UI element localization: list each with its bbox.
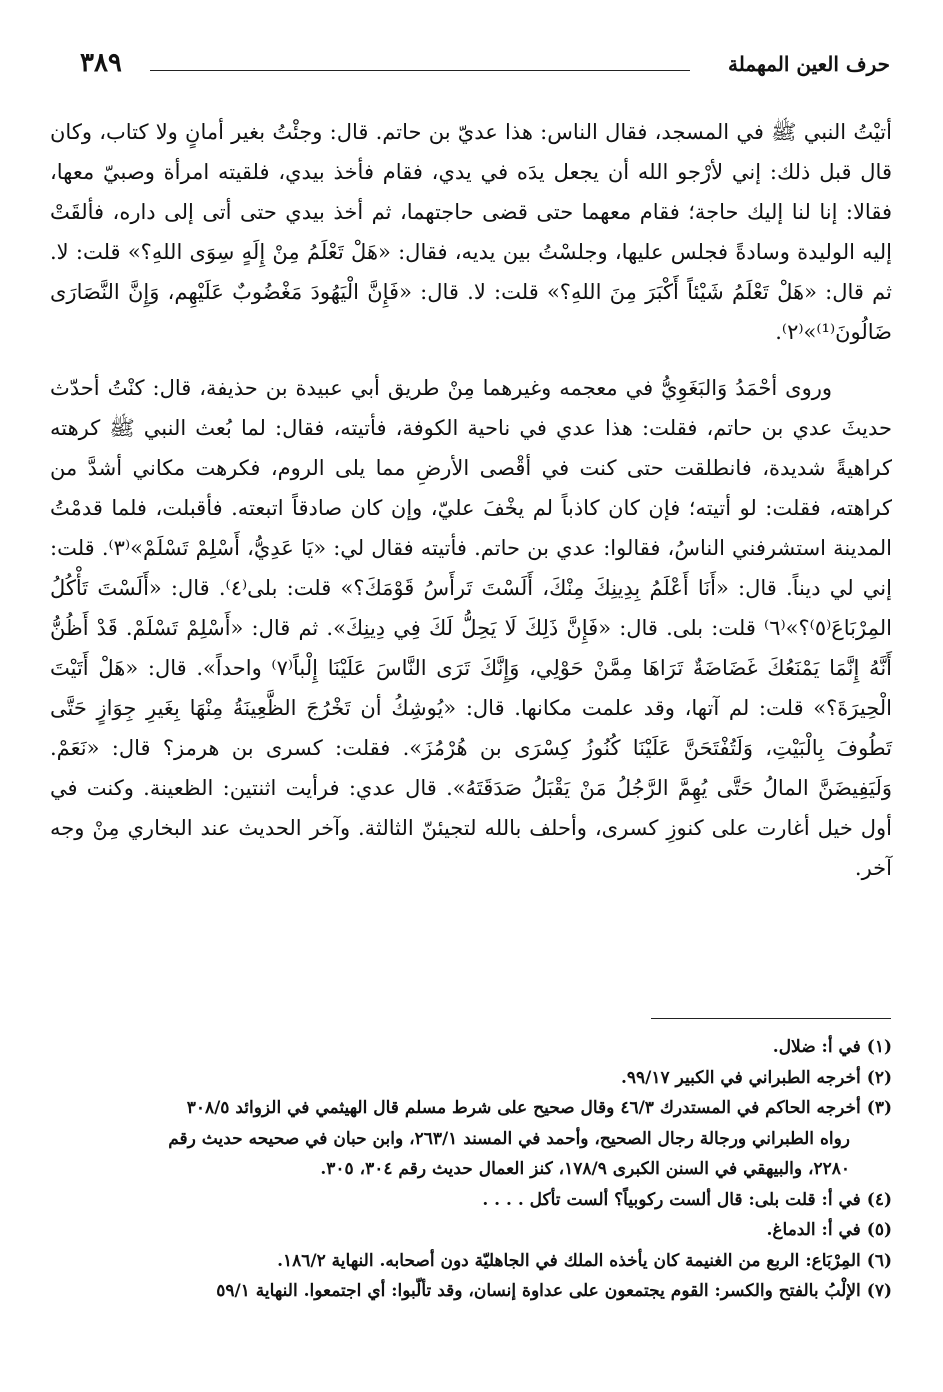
page-number: ٣٨٩ <box>80 48 122 78</box>
footnote-number: (٥) <box>866 1220 892 1240</box>
footnote-6 <box>50 1246 892 1277</box>
footnote-number: (٧) <box>866 1281 892 1301</box>
footnote-3 <box>50 1093 892 1124</box>
footnote-text: في أ: ضلال. <box>772 1037 861 1057</box>
footnote-4 <box>50 1185 892 1216</box>
page-header <box>80 46 890 86</box>
footnote-text: في أ: قلت بلى: قال ألست ركوبياً؟ ألست تأكل . . . . <box>482 1189 861 1210</box>
footnote-number: (١) <box>866 1037 892 1057</box>
footnote-7 <box>50 1276 892 1307</box>
footnotes <box>50 1032 892 1307</box>
footnote-2 <box>50 1063 892 1094</box>
footnote-5 <box>50 1215 892 1246</box>
header-rule <box>150 70 690 71</box>
main-text <box>50 112 892 904</box>
footnote-1 <box>50 1032 892 1063</box>
paragraph-1: أتيْتُ النبي ﷺ في المسجد، فقال الناس: هذا عديّ بن حاتم. قال: وجئْتُ بغير أمانٍ ولا كتاب، وكان قال قبل ذلك: إني لأرْجو الله أن يجعل يدَه في يدي، فقام فأخذ بيدي، فلقيته امرأة وصبيّ معها، فقالا: إنا لنا إليك حاجة؛ فقام معهما حتى قضى حاجتهما، ثم أخذ بيدي حتى أتى إلى داره، فألقَتْ إليه الوليدة وسادةً فجلس عليها، وجلسْتُ بين يديه، فقال: «هَلْ تَعْلَمُ مِنْ إِلَهٍ سِوَى اللهِ؟» قلت: لا. ثم قال: «هَلْ تَعْلَمُ شَيْئاً أَكْبَرَ مِنَ اللهِ؟» قلت: لا. قال: «فَإِنَّ الْيَهُودَ مَغْضُوبٌ عَلَيْهِم، وَإِنَّ النَّصَارَى ضَالُونَ⁽¹⁾»⁽٢⁾. <box>50 120 892 344</box>
footnote-text: أخرجه الحاكم في المستدرك ٤٦/٣ وقال صحيح على شرط مسلم قال الهيثمي في الزوائد ٣٠٨/٥ <box>186 1098 861 1118</box>
footnote-3-continuation: رواه الطبراني ورجالة رجال الصحيح، وأحمد في المسند ٢٦٣/١، وابن حبان في صحيحه حديث رقم <box>168 1128 850 1149</box>
footnote-number: (٣) <box>866 1098 892 1118</box>
footnote-text: في أ: الدماغ. <box>766 1220 861 1240</box>
footnote-number: (٢) <box>866 1067 892 1088</box>
paragraph-2: وروى أحْمَدُ وَالبَغَوِيُّ في معجمه وغيرهما مِنْ طريق أبي عبيدة بن حذيفة، قال: كنْتُ أحدّث حديثَ عدي بن حاتم، فقلت: هذا عدي في ناحية الكوفة، فأتيته، فقال: لما بُعث النبي ﷺ كرهته كراهيةً شديدة، فانطلقت حتى كنت في أقْصى الأرضِ مما يلى الروم، فكرهت مكاني أشدَّ من كراهته، فقلت: لو أتيته؛ فإن كان كاذباً لم يخْفَ عليّ، وإن كان صادقاً اتبعته. فأقبلت، فلما قدمْتُ المدينة استشرفني الناسُ، فقالوا: عدي بن حاتم. فأتيته فقال لي: «يَا عَدِيُّ، أَسْلِمْ تَسْلَمْ»⁽٣⁾. قلت: إني لي ديناً. قال: «أَنَا أَعْلَمُ بِدِينِكَ مِنْكَ، أَلَسْتَ تَرأَسُ قَوْمَكَ؟» قلت: بلى⁽٤⁾. قال: «أَلَسْتَ تَأْكُلُ المِرْبَاعَ⁽٥⁾؟»⁽٦⁾ قلت: بلى. قال: «فَإِنَّ ذَلِكَ لَا يَحِلُّ لَكَ فِي دِينِكَ». ثم قال: «أَسْلِمْ تَسْلَمْ. قَدْ أَظُنُّ أَنَّهُ إِنَّمَا يَمْنَعُكَ غَضَاضَةٌ تَرَاهَا مِمَّنْ حَوْلِي، وَإِنَّكَ تَرَى النَّاسَ عَلَيْنَا إِلْباً⁽٧⁾ واحداً». قال: «هَلْ أَتَيْتَ الْحِيرَةَ؟» قلت: لم آتها، وقد علمت مكانها. قال: «يُوشِكُ أن تَخْرُجَ الظَّعِينَةُ مِنْهَا بِغَيرِ جِوَازٍ حَتَّى تَطُوفَ بِالْبَيْتِ، وَلَتُفْتَحَنَّ عَلَيْنَا كُنُوزُ كِسْرَى بن هُرْمُزَ». فقلت: كسرى بن هرمز؟ قال: «نَعَمْ. وَلَيَفِيضَنَّ المالُ حَتَّى يُهِمَّ الرَّجُلُ مَنْ يَقْبَلُ صَدَقَتَهُ». قال عدي: فرأيت اثنتين: الظعينة. وكنت في أول خيل أغارت على كنوزِ كسرى، وأحلف بالله لتجيئنّ الثالثة. وآخر الحديث عند البخاري مِنْ وجه آخر. <box>50 376 892 880</box>
running-title: حرف العين المهملة <box>728 52 890 76</box>
footnote-text: أخرجه الطبراني في الكبير ٩٩/١٧. <box>620 1067 861 1088</box>
footnote-text: الإلْبُ بالفتح والكسر: القوم يجتمعون على عداوة إنسان، وقد تألّبوا: أي اجتمعوا. النهاية ٥٩/١ <box>216 1281 861 1301</box>
footnote-number: (٦) <box>866 1250 892 1271</box>
footnote-number: (٤) <box>866 1189 892 1210</box>
footnote-separator <box>651 1018 891 1019</box>
footnote-text: المِرْبَاع: الربع من الغنيمة كان يأخذه الملك في الجاهليّة دون أصحابه. النهاية ١٨٦/٢. <box>277 1250 861 1271</box>
footnote-3-continuation: ٢٢٨٠، والبيهقي في السنن الكبرى ١٧٨/٩، كنز العمال حديث رقم ٣٠٤، ٣٠٥. <box>320 1159 850 1179</box>
